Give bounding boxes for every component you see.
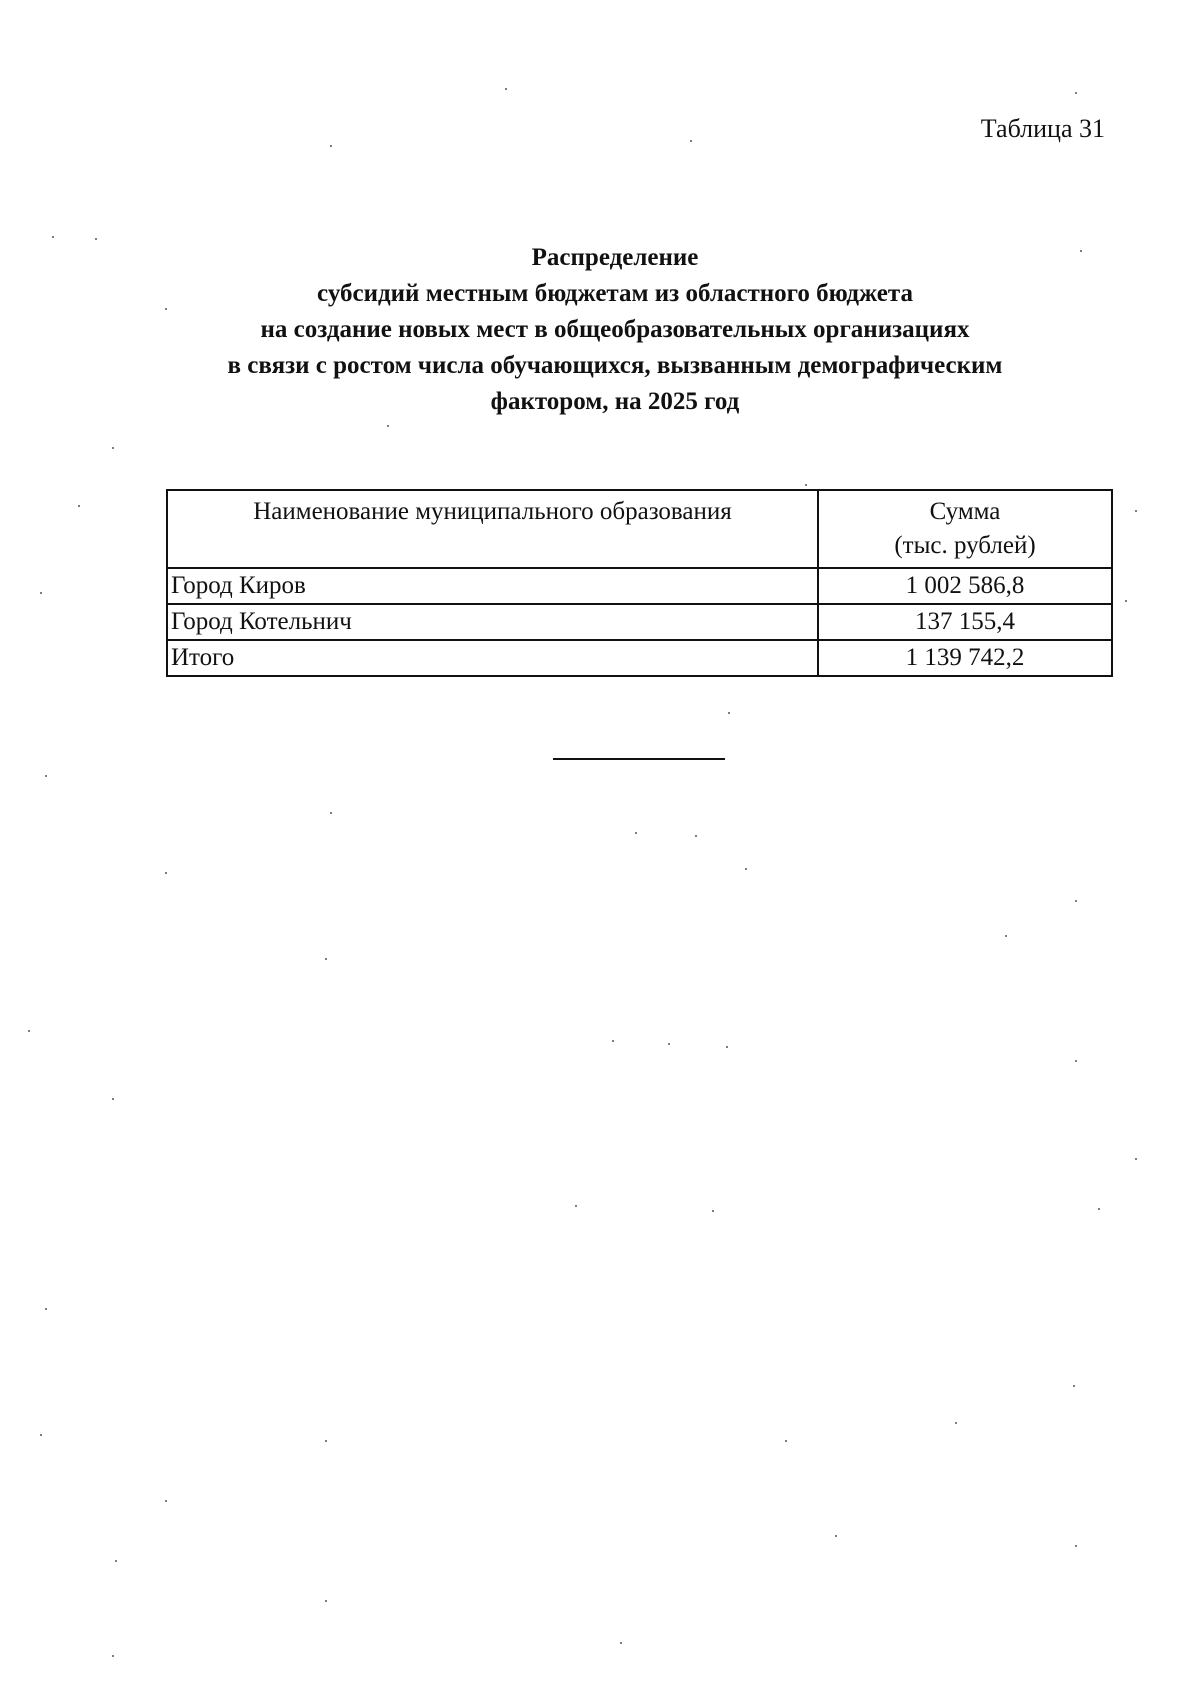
scan-speck (1075, 92, 1077, 94)
closing-rule (553, 758, 725, 760)
heading-line: Распределение (531, 244, 699, 271)
scan-speck (1135, 1158, 1137, 1160)
scan-speck (112, 447, 114, 449)
scan-speck (1125, 600, 1127, 602)
column-header-municipality-label: Наименование муниципального образования (253, 498, 732, 525)
table-row (167, 604, 1112, 640)
scan-speck (835, 1535, 837, 1537)
scan-speck (745, 868, 747, 870)
scan-speck (78, 505, 80, 507)
scan-speck (955, 1422, 957, 1424)
scan-speck (690, 140, 692, 142)
scan-speck (620, 1642, 622, 1644)
scan-speck (45, 1308, 47, 1310)
scan-speck (1075, 1060, 1077, 1062)
amount-cell: 137 155,4 (818, 604, 1112, 640)
scan-speck (325, 958, 327, 960)
scan-speck (712, 1210, 714, 1212)
scan-speck (95, 238, 97, 240)
scan-speck (52, 236, 54, 238)
document-heading (150, 240, 1080, 420)
municipality-cell: Город Котельнич (167, 604, 818, 640)
scan-speck (1073, 1385, 1075, 1387)
scan-speck (28, 1030, 30, 1032)
scan-speck (805, 484, 807, 486)
amount-cell: 1 002 586,8 (818, 568, 1112, 604)
heading-line: субсидий местным бюджетам из областного бюджета (317, 280, 913, 307)
scan-speck (1075, 900, 1077, 902)
heading-line: в связи с ростом числа обучающихся, вызванным демографическим (227, 352, 1003, 379)
scan-speck (575, 1205, 577, 1207)
scan-speck (165, 872, 167, 874)
table-number: Таблица 31 (980, 114, 1105, 143)
scan-speck (115, 1560, 117, 1562)
scan-speck (728, 712, 730, 714)
total-label-cell: Итого (167, 640, 818, 676)
scan-speck (612, 1040, 614, 1042)
municipality-cell: Город Киров (167, 568, 818, 604)
scan-speck (635, 832, 637, 834)
scan-speck (505, 88, 507, 90)
scan-speck (668, 1043, 670, 1045)
scan-speck (1098, 1208, 1100, 1210)
scan-speck (726, 1046, 728, 1048)
scan-speck (1080, 250, 1082, 252)
heading-line: фактором, на 2025 год (490, 388, 740, 415)
scan-speck (695, 835, 697, 837)
column-header-amount-label: Сумма (929, 498, 1001, 525)
total-amount-cell: 1 139 742,2 (818, 640, 1112, 676)
scan-speck (112, 1098, 114, 1100)
scan-speck (165, 1500, 167, 1502)
total-row (167, 640, 1112, 676)
column-header-municipality (167, 490, 818, 568)
scan-speck (330, 812, 332, 814)
scan-speck (40, 592, 42, 594)
subsidy-distribution-table (166, 489, 1113, 677)
scan-speck (1075, 1545, 1077, 1547)
heading-line: на создание новых мест в общеобразовательных организациях (260, 316, 970, 343)
scan-speck (330, 145, 332, 147)
scan-speck (785, 1440, 787, 1442)
scan-speck (165, 308, 167, 310)
scan-speck (1005, 935, 1007, 937)
table-header-row (167, 490, 1112, 568)
column-header-amount-unit: (тыс. рублей) (894, 532, 1036, 559)
scan-speck (387, 425, 389, 427)
scan-speck (45, 775, 47, 777)
scan-speck (112, 1655, 114, 1657)
scan-speck (325, 1600, 327, 1602)
table-row (167, 568, 1112, 604)
scan-speck (40, 1434, 42, 1436)
scan-speck (1135, 510, 1137, 512)
scan-speck (325, 1440, 327, 1442)
column-header-amount (818, 490, 1112, 568)
